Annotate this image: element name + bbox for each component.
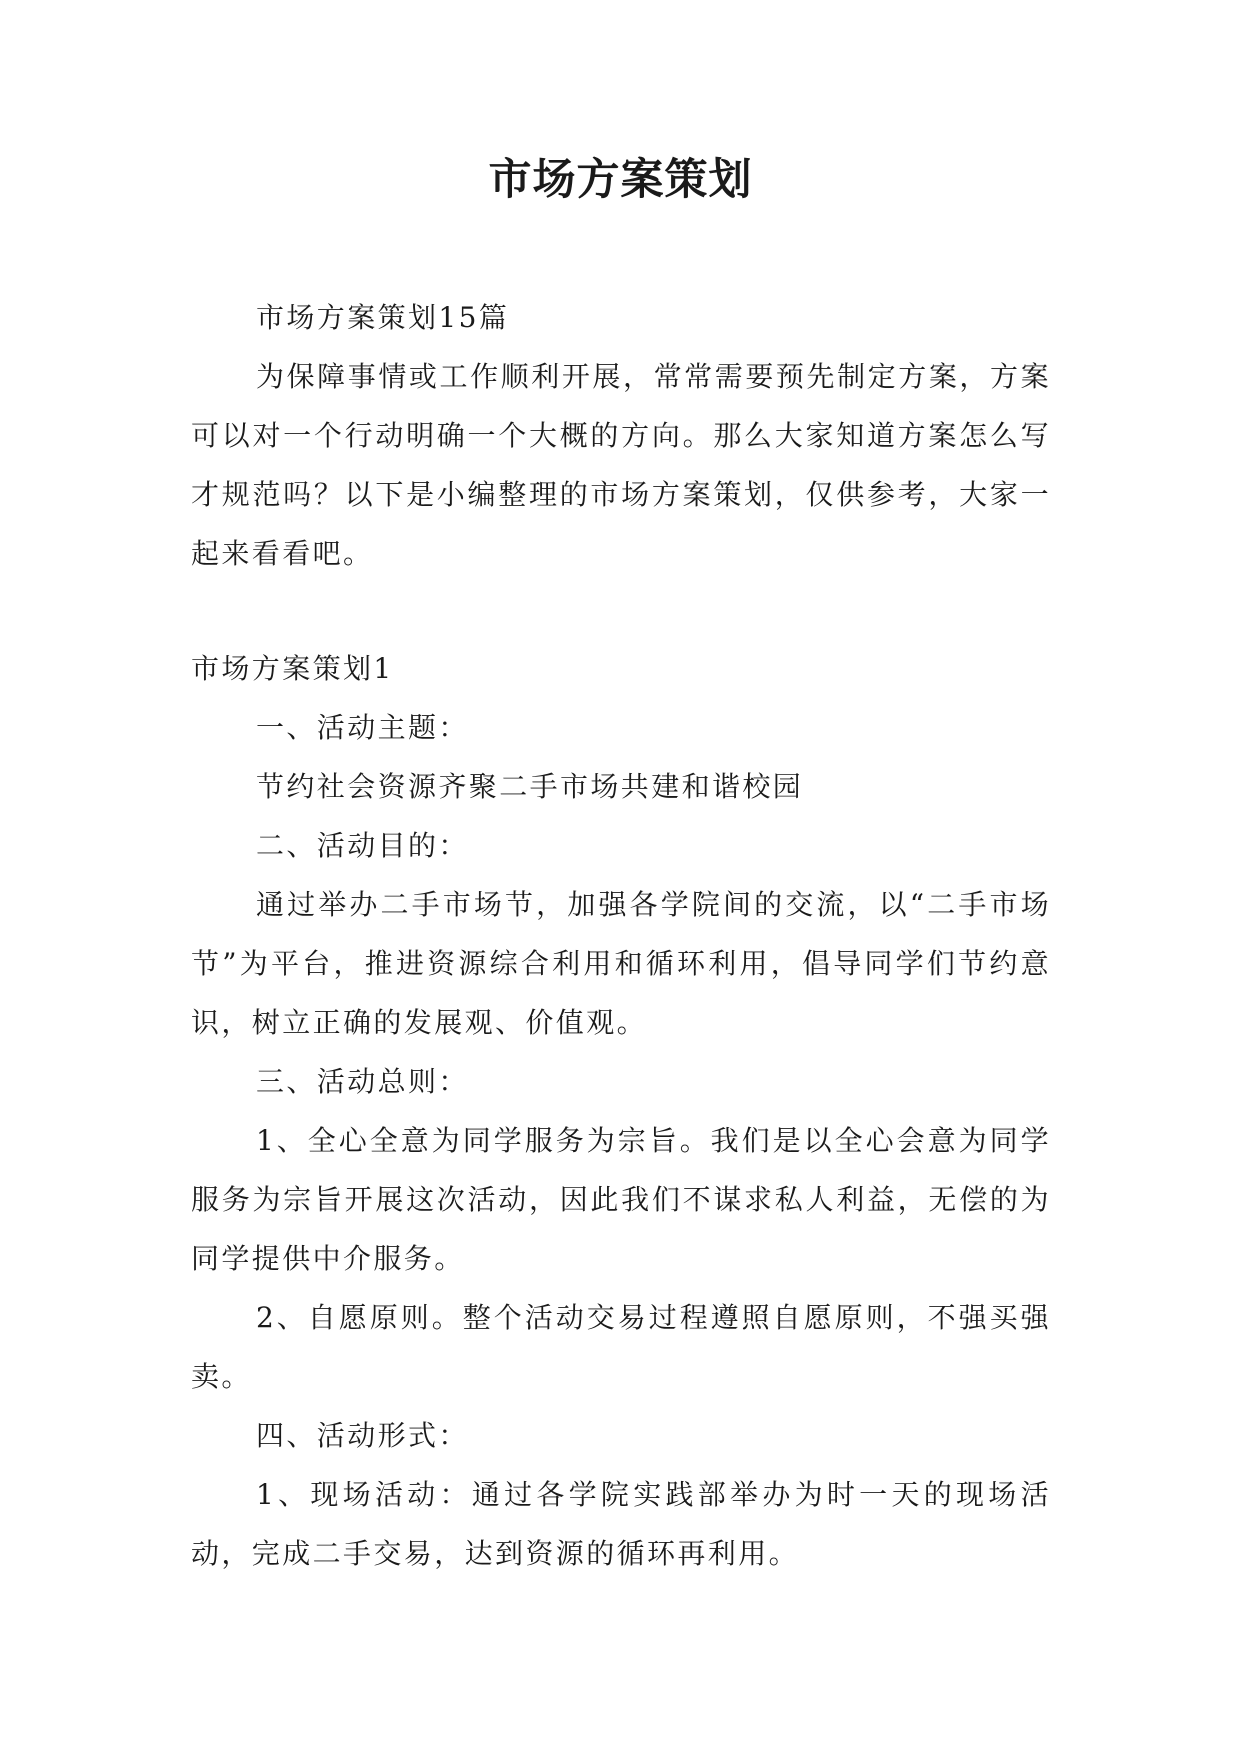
heading-activity-purpose: 二、活动目的： [256, 829, 469, 862]
section-title: 市场方案策划1 [191, 652, 394, 685]
document-body [191, 288, 1051, 1583]
paragraph-principle-1: 1、全心全意为同学服务为宗旨。我们是以全心会意为同学服务为宗旨开展这次活动，因此我们不谋求私人利益，无偿的为同学提供中介服务。 [191, 1124, 1051, 1275]
heading-activity-format: 四、活动形式： [256, 1419, 469, 1452]
paragraph-format-1: 1、现场活动：通过各学院实践部举办为时一天的现场活动，完成二手交易，达到资源的循环再利用。 [191, 1478, 1051, 1570]
heading-activity-theme: 一、活动主题： [256, 711, 469, 744]
document-subtitle: 市场方案策划15篇 [256, 301, 510, 334]
paragraph-activity-theme: 节约社会资源齐聚二手市场共建和谐校园 [256, 770, 804, 803]
intro-paragraph: 为保障事情或工作顺利开展，常常需要预先制定方案，方案可以对一个行动明确一个大概的方向。那么大家知道方案怎么写才规范吗？以下是小编整理的市场方案策划，仅供参考，大家一起来看看吧。 [191, 360, 1051, 570]
paragraph-principle-2: 2、自愿原则。整个活动交易过程遵照自愿原则，不强买强卖。 [191, 1301, 1051, 1393]
document-title: 市场方案策划 [488, 155, 753, 205]
heading-activity-principles: 三、活动总则： [256, 1065, 469, 1098]
paragraph-activity-purpose: 通过举办二手市场节，加强各学院间的交流，以“二手市场节”为平台，推进资源综合利用和循环利用，倡导同学们节约意识，树立正确的发展观、价值观。 [191, 888, 1051, 1039]
